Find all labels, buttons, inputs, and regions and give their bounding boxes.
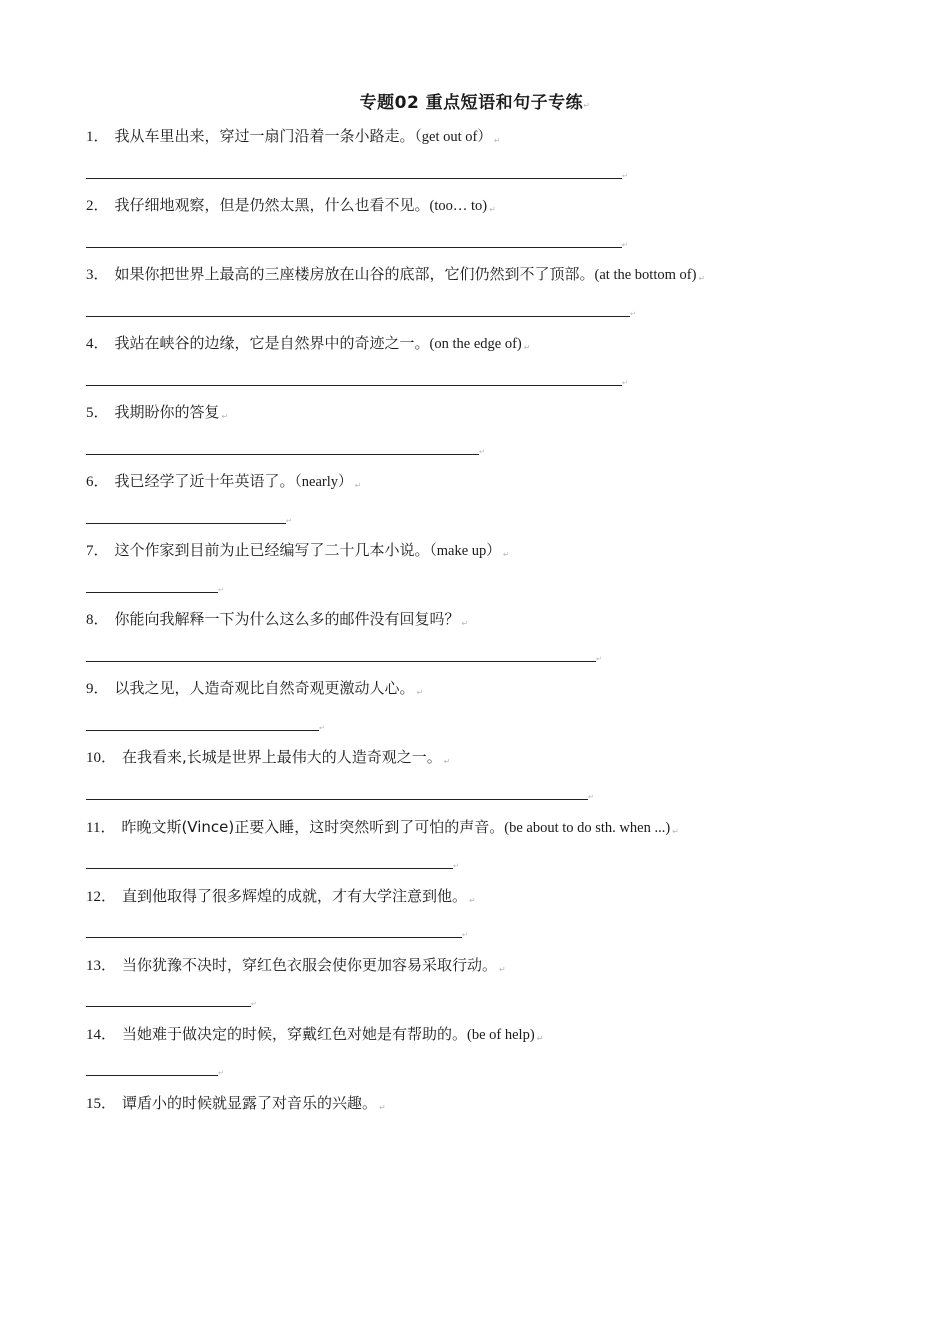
paragraph-mark-icon: ↵ [630, 310, 636, 318]
question-11 [86, 817, 679, 842]
paragraph-mark-icon: ↵ [596, 655, 602, 663]
paragraph-mark-icon: ↵ [493, 136, 501, 145]
question-text: 在我看来,长城是世界上最伟大的人造奇观之一。 [122, 748, 442, 766]
answer-line-9[interactable] [86, 730, 319, 731]
question-text: 我站在峡谷的边缘，它是自然界中的奇迹之一。 [114, 334, 430, 352]
question-number: 3． [86, 267, 109, 283]
question-text: 当你犹豫不决时，穿红色衣服会使你更加容易采取行动。 [122, 956, 498, 974]
paragraph-mark-icon: ↵ [622, 379, 628, 387]
paragraph-mark-icon: ↵ [251, 1000, 257, 1008]
question-12 [86, 886, 476, 911]
paragraph-mark-icon: ↵ [453, 862, 459, 870]
paragraph-mark-icon: ↵ [672, 827, 679, 836]
question-hint: (at the bottom of) [594, 267, 697, 283]
question-hint: （get out of） [414, 129, 492, 145]
question-hint: (be about to do sth. when ...) [504, 820, 671, 836]
question-number: 1． [86, 129, 109, 145]
question-text: 我已经学了近十年英语了。 [114, 472, 295, 490]
paragraph-mark-icon: ↵ [588, 793, 594, 801]
question-4 [86, 333, 530, 358]
question-13 [86, 955, 506, 980]
paragraph-mark-icon: ↵ [583, 101, 591, 110]
answer-line-12[interactable] [86, 937, 462, 938]
question-number: 8． [86, 612, 109, 628]
paragraph-mark-icon: ↵ [622, 241, 628, 249]
answer-line-3[interactable] [86, 316, 630, 317]
paragraph-mark-icon: ↵ [502, 550, 510, 559]
question-number: 11． [86, 820, 116, 836]
answer-line-4[interactable] [86, 385, 622, 386]
question-text: 我期盼你的答复 [114, 403, 220, 421]
question-text: 谭盾小的时候就显露了对音乐的兴趣。 [122, 1094, 378, 1112]
question-number: 2． [86, 198, 109, 214]
question-hint: (too… to) [429, 198, 488, 214]
question-number: 12． [86, 889, 117, 905]
page-title-text: 专题02 重点短语和句子专练 [359, 93, 584, 113]
question-text: 你能向我解释一下为什么这么多的邮件没有回复吗？ [114, 610, 460, 628]
paragraph-mark-icon: ↵ [479, 448, 485, 456]
question-number: 9． [86, 681, 109, 697]
question-hint: (on the edge of) [429, 336, 522, 352]
question-14 [86, 1024, 543, 1049]
question-7 [86, 540, 510, 565]
answer-line-8[interactable] [86, 661, 596, 662]
question-number: 10． [86, 750, 117, 766]
question-2 [86, 195, 496, 220]
question-9 [86, 678, 423, 703]
answer-line-5[interactable] [86, 454, 479, 455]
answer-line-10[interactable] [86, 799, 588, 800]
paragraph-mark-icon: ↵ [379, 1103, 386, 1112]
question-8 [86, 609, 468, 634]
paragraph-mark-icon: ↵ [218, 1069, 224, 1077]
question-text: 昨晚文斯(Vince)正要入睡，这时突然听到了可怕的声音。 [121, 818, 505, 836]
question-number: 5． [86, 405, 109, 421]
paragraph-mark-icon: ↵ [319, 724, 325, 732]
paragraph-mark-icon: ↵ [354, 481, 362, 490]
question-text: 我仔细地观察，但是仍然太黑，什么也看不见。 [114, 196, 430, 214]
question-number: 14． [86, 1027, 117, 1043]
paragraph-mark-icon: ↵ [221, 412, 229, 421]
question-10 [86, 747, 451, 772]
paragraph-mark-icon: ↵ [622, 172, 628, 180]
paragraph-mark-icon: ↵ [416, 688, 424, 697]
paragraph-mark-icon: ↵ [536, 1034, 544, 1043]
answer-line-14[interactable] [86, 1075, 218, 1076]
question-text: 以我之见，人造奇观比自然奇观更激动人心。 [114, 679, 415, 697]
question-15 [86, 1093, 386, 1118]
paragraph-mark-icon: ↵ [499, 965, 506, 974]
answer-line-13[interactable] [86, 1006, 251, 1007]
question-text: 直到他取得了很多辉煌的成就，才有大学注意到他。 [122, 887, 468, 905]
answer-line-2[interactable] [86, 247, 622, 248]
question-5 [86, 402, 228, 427]
paragraph-mark-icon: ↵ [523, 343, 531, 352]
answer-line-1[interactable] [86, 178, 622, 179]
paragraph-mark-icon: ↵ [462, 931, 468, 939]
question-1 [86, 126, 501, 151]
question-text: 如果你把世界上最高的三座楼房放在山谷的底部，它们仍然到不了顶部。 [114, 265, 595, 283]
question-6 [86, 471, 361, 496]
question-text: 我从车里出来，穿过一扇门沿着一条小路走。 [114, 127, 415, 145]
question-hint: （make up） [429, 543, 501, 559]
paragraph-mark-icon: ↵ [286, 517, 292, 525]
question-text: 这个作家到目前为止已经编写了二十几本小说。 [114, 541, 430, 559]
question-hint: (be of help) [467, 1027, 535, 1043]
paragraph-mark-icon: ↵ [443, 757, 451, 766]
question-number: 7． [86, 543, 109, 559]
question-number: 13． [86, 958, 117, 974]
question-number: 15． [86, 1096, 117, 1112]
answer-line-6[interactable] [86, 523, 286, 524]
paragraph-mark-icon: ↵ [489, 205, 496, 214]
question-number: 4． [86, 336, 109, 352]
paragraph-mark-icon: ↵ [469, 896, 476, 905]
paragraph-mark-icon: ↵ [218, 586, 224, 594]
answer-line-11[interactable] [86, 868, 453, 869]
question-text: 当她难于做决定的时候，穿戴红色对她是有帮助的。 [122, 1025, 468, 1043]
paragraph-mark-icon: ↵ [461, 619, 469, 628]
page-title [0, 88, 950, 113]
question-3 [86, 264, 705, 289]
question-number: 6． [86, 474, 109, 490]
paragraph-mark-icon: ↵ [698, 274, 706, 283]
question-hint: （nearly） [294, 474, 353, 490]
answer-line-7[interactable] [86, 592, 218, 593]
